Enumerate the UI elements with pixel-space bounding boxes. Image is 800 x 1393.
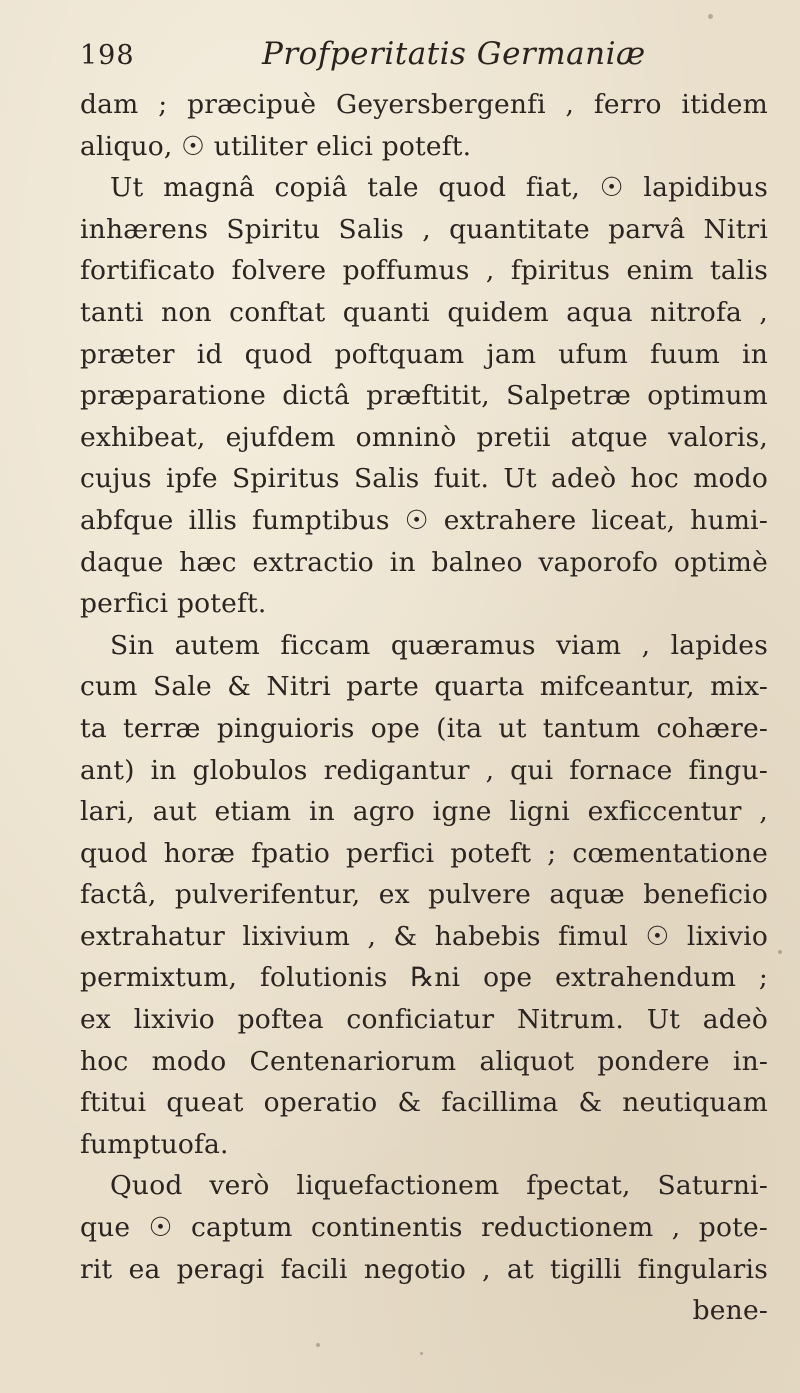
page-number: 198 xyxy=(80,40,135,71)
paper-speck xyxy=(708,14,713,19)
running-title: Profperitatis Germaniæ xyxy=(262,36,646,72)
paper-speck xyxy=(420,1352,423,1355)
text-line: hoc modo Centenariorum aliquot pondere in- xyxy=(80,1045,768,1077)
text-line: inhærens Spiritu Salis , quantitate parvâ Nitri xyxy=(80,213,768,245)
text-line: abfque illis fumptibus ☉ extrahere liceat, humi- xyxy=(80,504,768,536)
text-line: fumptuofa. xyxy=(80,1128,229,1160)
text-line: daque hæc extractio in balneo vaporofo optimè xyxy=(80,546,768,578)
text-line: præparatione dictâ præftitit, Salpetræ optimum xyxy=(80,380,768,412)
text-line: dam ; præcipuè Geyersbergenfi , ferro itidem xyxy=(80,89,768,120)
text-line: perfici poteft. xyxy=(80,588,267,620)
text-line: ta terræ pinguioris ope (ita ut tantum cohære- xyxy=(80,712,768,744)
text-line: præter id quod poftquam jam ufum fuum in xyxy=(80,338,768,370)
text-line: quod horæ fpatio perfici poteft ; cœmentatione xyxy=(80,837,768,869)
text-line: rit ea peragi facili negotio , at tigilli fingularis xyxy=(80,1253,768,1285)
text-line: factâ, pulverifentur, ex pulvere aquæ beneficio xyxy=(80,879,768,911)
paper-speck xyxy=(778,950,782,954)
text-line: extrahatur lixivium , & habebis fimul ☉ lixivio xyxy=(80,920,768,952)
text-line: tanti non conftat quanti quidem aqua nitrofa , xyxy=(80,296,768,328)
text-line: ant) in globulos redigantur , qui fornace fingu- xyxy=(80,754,768,786)
text-line: ftitui queat operatio & facillima & neutiquam xyxy=(80,1087,768,1119)
text-line: lari, aut etiam in agro igne ligni exficcentur , xyxy=(80,796,768,828)
text-line: cujus ipfe Spiritus Salis fuit. Ut adeò hoc modo xyxy=(80,463,768,495)
text-line: Sin autem ficcam quæramus viam , lapides xyxy=(110,629,768,661)
paper-speck xyxy=(316,1343,320,1347)
text-line: exhibeat, ejufdem omninò pretii atque valoris, xyxy=(80,421,768,453)
text-line: Ut magnâ copiâ tale quod fiat, ☉ lapidibus xyxy=(110,172,768,204)
text-line: cum Sale & Nitri parte quarta mifceantur, mix- xyxy=(80,671,768,703)
text-line: Quod verò liquefactionem fpectat, Saturni- xyxy=(110,1170,768,1202)
text-line: que ☉ captum continentis reductionem , pote- xyxy=(80,1212,768,1244)
catchword: bene- xyxy=(692,1295,768,1327)
body-text xyxy=(80,84,768,1332)
page-header xyxy=(80,36,770,76)
text-line: permixtum, folutionis ℞ni ope extrahendum ; xyxy=(80,962,768,994)
text-line: ex lixivio poftea conficiatur Nitrum. Ut adeò xyxy=(80,1004,768,1036)
text-line: aliquo, ☉ utiliter elici poteft. xyxy=(80,130,472,162)
text-line: fortificato folvere poffumus , fpiritus enim talis xyxy=(80,255,768,287)
